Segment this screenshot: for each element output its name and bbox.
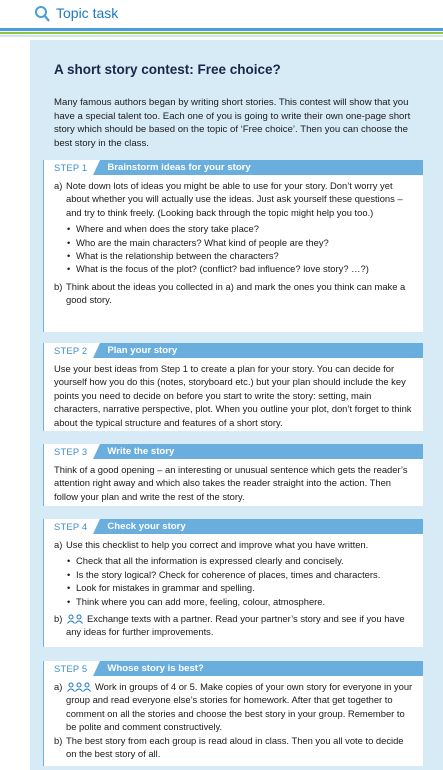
step-4-item-a: a) Use this checklist to help you correct and improve what you have written. [54, 539, 369, 550]
list-item: • What is the focus of the plot? (conflict? bad influence? love story? …?) [76, 262, 415, 275]
header-rule-blue [0, 28, 443, 31]
top-bar [0, 0, 443, 40]
list-item: • Think where you can add more, feeling, colour, atmosphere. [76, 595, 415, 608]
step-1-header [44, 160, 423, 175]
step-1-title: Brainstorm ideas for your story [107, 162, 251, 173]
list-item: • Look for mistakes in grammar and spelling. [76, 581, 415, 594]
step-4-box [43, 519, 423, 647]
list-item: • Where and when does the story take place? [76, 222, 415, 235]
step-5-label: STEP 5 [44, 661, 93, 676]
step-1-label: STEP 1 [44, 160, 93, 175]
list-item: • Check that all the information is expressed clearly and concisely. [76, 554, 415, 567]
step-2-header [44, 343, 423, 358]
step-3-label: STEP 3 [44, 444, 93, 459]
magnifier-icon [33, 4, 51, 24]
step-5-header [44, 661, 423, 676]
step-4-header [44, 519, 423, 534]
step-4-checklist [54, 554, 415, 608]
group-icon [66, 682, 92, 692]
step-2-title: Plan your story [107, 345, 178, 356]
step-4-label: STEP 4 [44, 519, 93, 534]
topic-title: Topic task [56, 5, 119, 21]
intro-paragraph: Many famous authors began by writing short stories. This contest will show that you have a special talent too. Each one of you is going to write their own one-page short story which should be based on the topic of ‘Free choice’. Then you can choose the best story in the class. [54, 97, 411, 149]
step-3-box [43, 444, 423, 506]
step-1-box [43, 160, 423, 332]
step-5-item-b: b) The best story from each group is read aloud in class. Then you all vote to decide on the best story of all. [54, 734, 404, 760]
step-5-title: Whose story is best? [107, 663, 204, 674]
step-1-questions [54, 222, 415, 276]
step-2-text: Use your best ideas from Step 1 to create a plan for your story. You can decide for yourself how you do this (notes, storyboard etc.) but your plan should include the key points you need to decide on before you start to write the story: setting, main characters, narrative perspective, plot. When you outline your plot, don’t forget to think about the typical structure and features of a short story. [54, 363, 412, 428]
step-1-item-a: a) Note down lots of ideas you might be able to use for your story. Don’t worry yet about whether you will actually use the ideas. Just ask yourself these questions – and try to think freely. (Looking back through the topic might help you too.) [54, 180, 403, 218]
step-4-title: Check your story [107, 521, 186, 532]
header-rule-green [0, 32, 443, 34]
pair-icon [66, 614, 84, 624]
list-item: • What is the relationship between the characters? [76, 249, 415, 262]
step-2-label: STEP 2 [44, 343, 93, 358]
step-3-text: Think of a good opening – an interesting or unusual sentence which gets the reader’s attention right away and which also takes the reader straight into the action. Then follow your plan and write the rest of the story. [54, 464, 408, 502]
page-heading: A short story contest: Free choice? [54, 62, 281, 77]
list-item: • Is the story logical? Check for coherence of places, times and characters. [76, 568, 415, 581]
step-3-title: Write the story [107, 446, 175, 457]
step-5-item-a: a) Work in groups of 4 or 5. Make copies of your own story for everyone in your group and read everyone else’s stories for homework. After that get together to comment on all the stories and choose the best story in your group. Remember to be polite and comment constructively. [54, 681, 413, 733]
step-1-item-b: b) Think about the ideas you collected in a) and mark the ones you think can make a good story. [54, 280, 406, 306]
step-2-box [43, 343, 423, 431]
step-3-header [44, 444, 423, 459]
header-rule-light [0, 35, 443, 37]
list-item: • Who are the main characters? What kind of people are they? [76, 236, 415, 249]
step-4-item-b: b) Exchange texts with a partner. Read your partner’s story and see if you have any ideas for further improvements. [54, 613, 405, 638]
step-5-box [43, 661, 423, 766]
